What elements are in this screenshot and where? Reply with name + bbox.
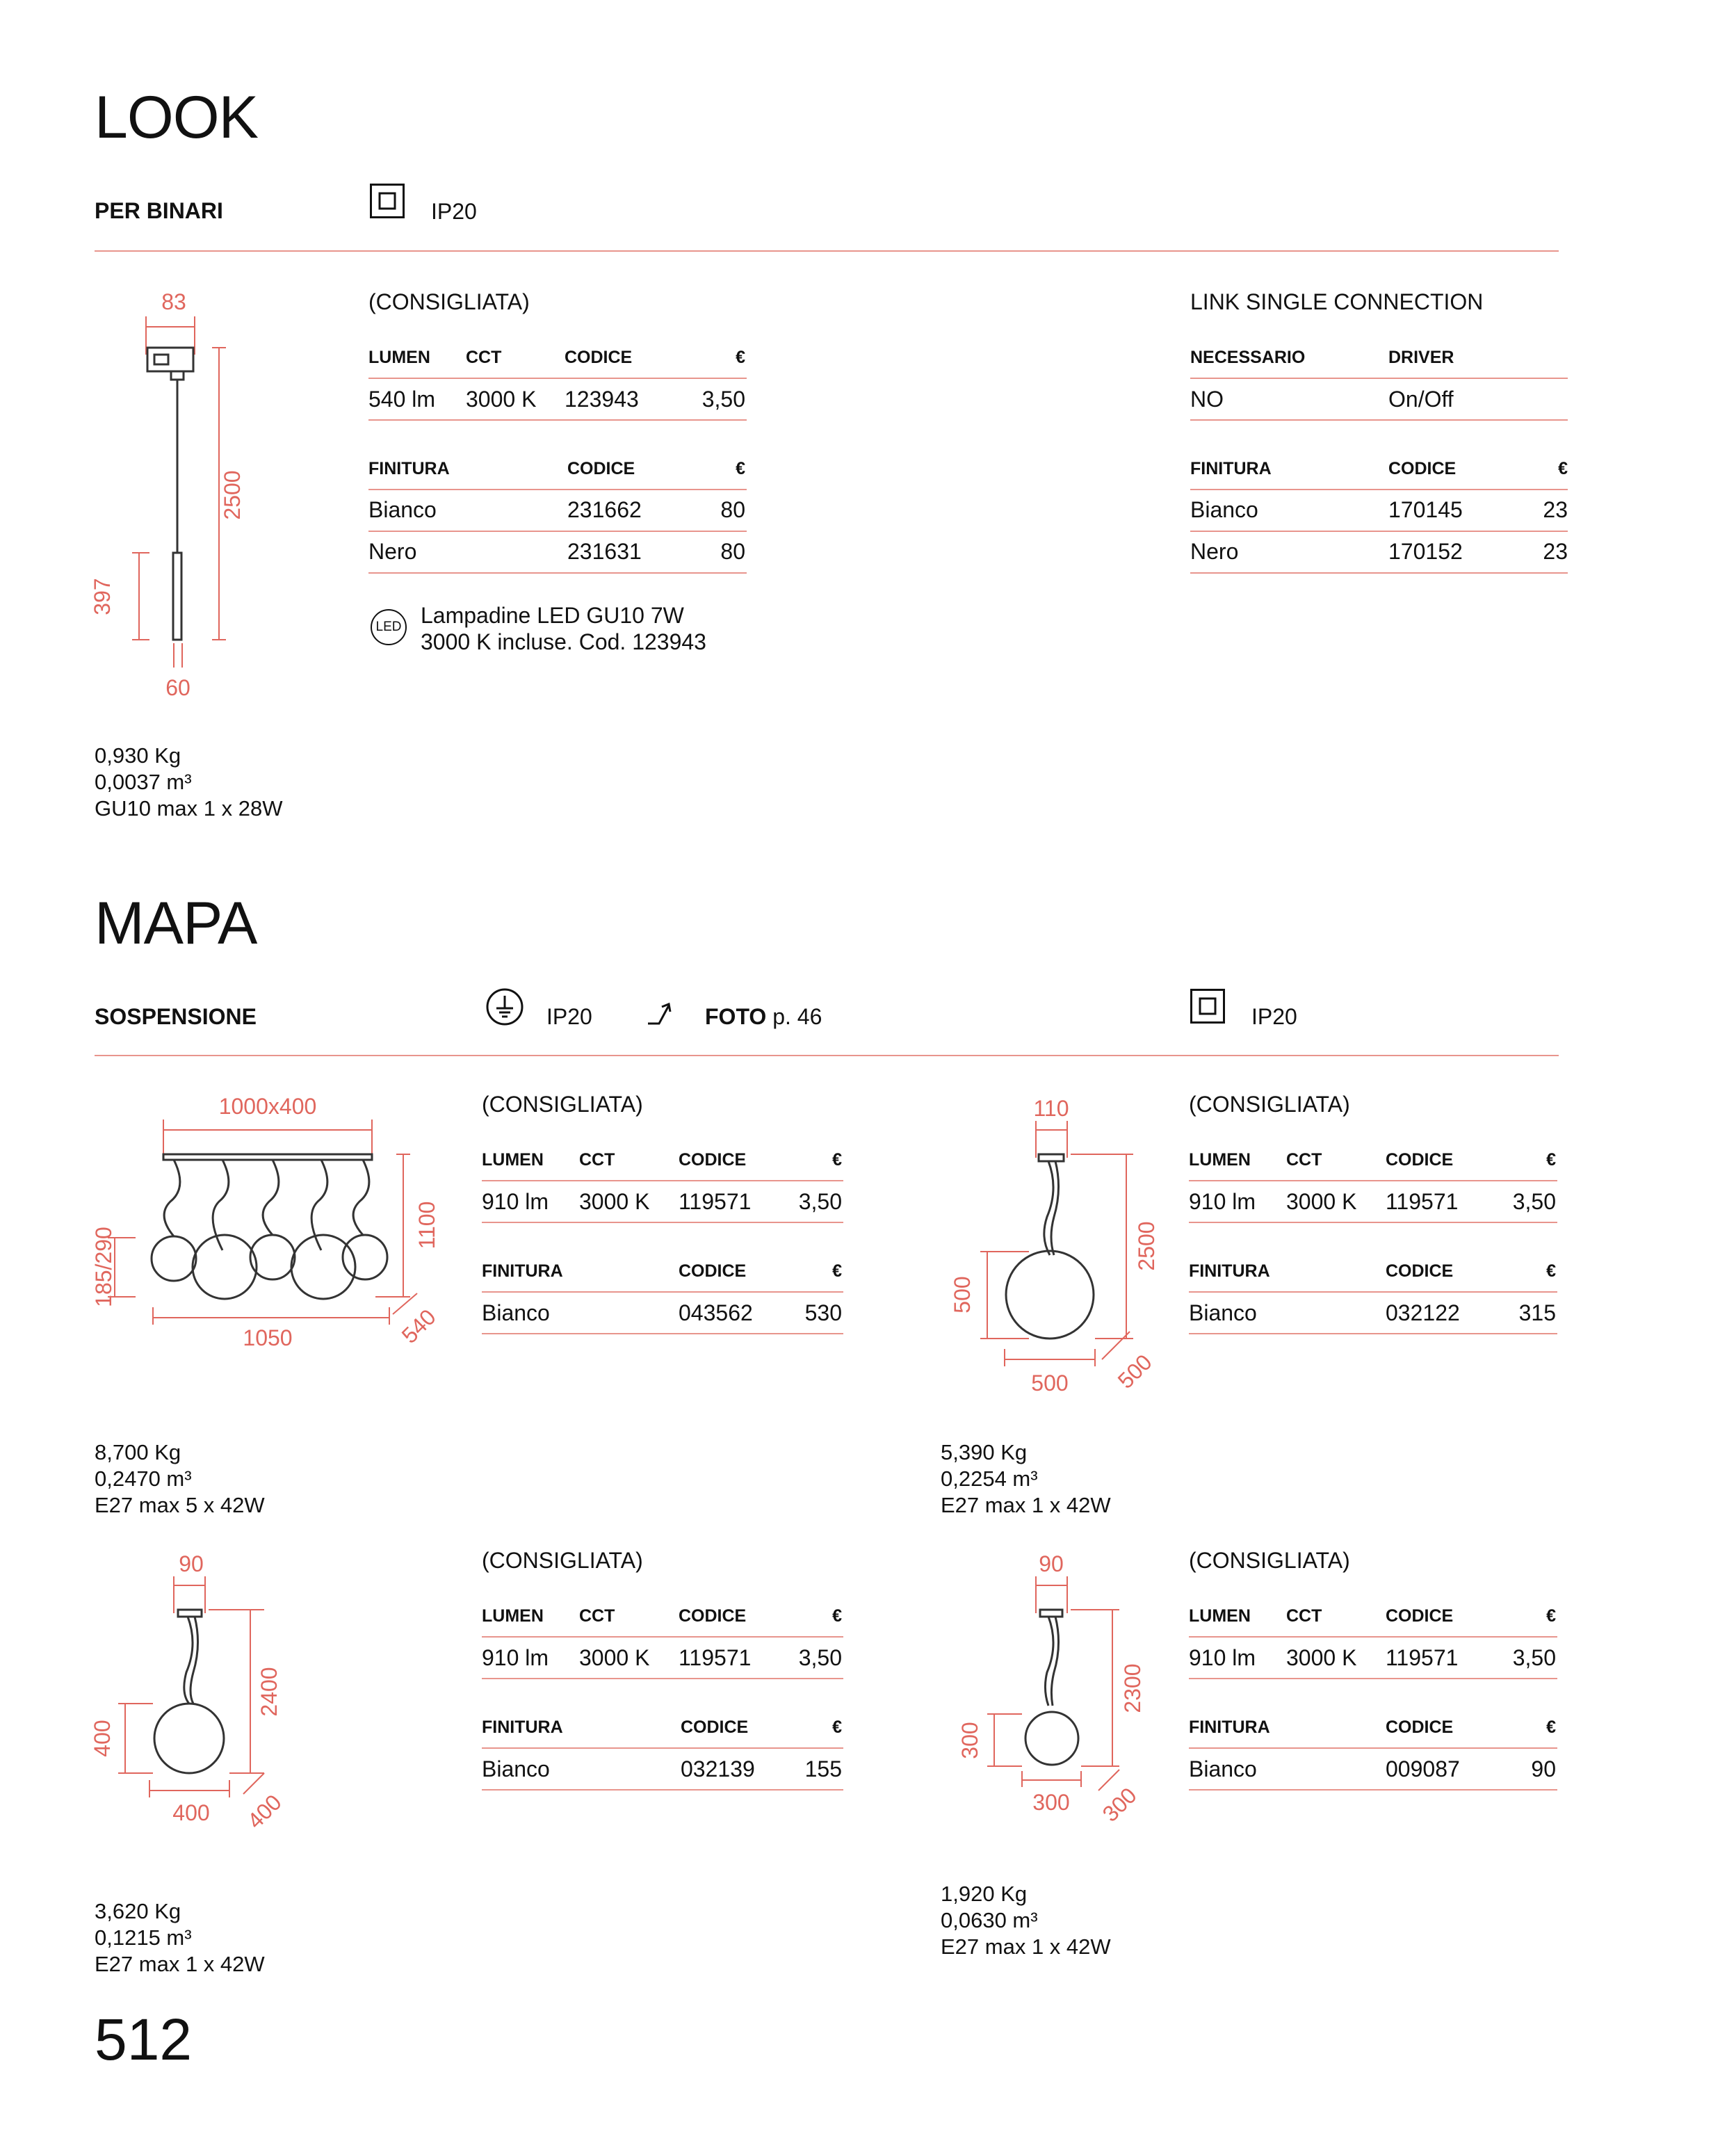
col-header: € — [1546, 1261, 1556, 1281]
spec-weight: 5,390 Kg — [941, 1440, 1028, 1464]
table-cell: 3,50 — [798, 1645, 842, 1670]
dim-label: 185/290 — [91, 1227, 116, 1307]
table-rule — [1189, 1180, 1557, 1181]
table-cell: 123943 — [565, 387, 639, 412]
dim-label: 300 — [957, 1722, 982, 1759]
col-header: CODICE — [565, 348, 633, 367]
table-cell: 3,50 — [798, 1189, 842, 1214]
col-header: FINITURA — [1189, 1261, 1270, 1281]
earth-ground-icon — [485, 987, 524, 1030]
col-header: CODICE — [681, 1717, 749, 1737]
table-rule — [482, 1222, 843, 1223]
mapa-sphere-300-drawing — [939, 1540, 1175, 1839]
table-cell: 3000 K — [579, 1189, 650, 1214]
table-rule — [1189, 1678, 1557, 1679]
table-rule — [1190, 378, 1568, 379]
table-rule — [482, 1747, 843, 1749]
table-cell: 231631 — [567, 539, 642, 564]
table-cell: 530 — [804, 1300, 842, 1325]
dim-label: 500 — [1112, 1349, 1157, 1393]
product-table-1 — [482, 1092, 843, 1363]
spec-socket: E27 max 1 x 42W — [941, 1934, 1111, 1959]
col-header: FINITURA — [368, 459, 450, 478]
mapa-multi-drawing — [83, 1085, 459, 1377]
table-rule — [482, 1291, 843, 1293]
table-cell: 3000 K — [1286, 1645, 1357, 1670]
col-header: LUMEN — [368, 348, 430, 367]
table-cell: Bianco — [1190, 497, 1258, 522]
dim-base-label: 60 — [165, 675, 190, 700]
product-spec — [941, 1881, 1111, 1960]
table-rule — [1189, 1222, 1557, 1223]
table-cell: Bianco — [482, 1756, 550, 1781]
col-header: CODICE — [1386, 1717, 1454, 1737]
mapa-sphere-500-drawing — [939, 1085, 1189, 1418]
col-header: CCT — [579, 1606, 615, 1626]
col-header: CODICE — [679, 1261, 747, 1281]
table-cell: 119571 — [679, 1645, 752, 1670]
col-header: € — [832, 1150, 842, 1170]
col-header: LUMEN — [482, 1606, 544, 1626]
table-cell: 3000 K — [466, 387, 537, 412]
product-spec — [95, 1898, 265, 1978]
col-header: € — [1546, 1606, 1556, 1626]
spec-socket: E27 max 1 x 42W — [95, 1952, 265, 1976]
lamp-table-heading: (CONSIGLIATA) — [368, 289, 530, 314]
table-rule — [368, 531, 747, 532]
col-header: CCT — [579, 1150, 615, 1170]
photo-reference-arrow-icon — [647, 1001, 674, 1030]
section-title-look: LOOK — [95, 84, 258, 151]
dim-height-label: 2500 — [220, 470, 245, 520]
col-header: € — [832, 1261, 842, 1281]
section-divider — [95, 1055, 1559, 1056]
col-header: € — [832, 1717, 842, 1737]
table-cell: Bianco — [482, 1300, 550, 1325]
table-rule — [482, 1678, 843, 1679]
col-header: € — [832, 1606, 842, 1626]
dim-label: 2300 — [1120, 1663, 1145, 1713]
table-cell: NO — [1190, 387, 1224, 412]
spec-socket: GU10 max 1 x 28W — [95, 796, 283, 821]
table-cell: 80 — [720, 497, 745, 522]
look-subtitle: PER BINARI — [95, 198, 223, 223]
col-header: € — [736, 348, 745, 367]
table-cell: 170145 — [1388, 497, 1463, 522]
spec-weight: 0,930 Kg — [95, 743, 181, 768]
spec-weight: 3,620 Kg — [95, 1899, 181, 1923]
table-cell: 043562 — [679, 1300, 753, 1325]
col-header: FINITURA — [482, 1261, 563, 1281]
spec-weight: 1,920 Kg — [941, 1882, 1028, 1906]
table-cell: 3,50 — [1512, 1189, 1556, 1214]
dim-label: 400 — [172, 1800, 210, 1825]
product-spec — [941, 1439, 1111, 1519]
lamp-table-heading: (CONSIGLIATA) — [1189, 1092, 1350, 1117]
col-header: € — [1546, 1717, 1556, 1737]
note-line: Lampadine LED GU10 7W — [421, 603, 684, 628]
col-header: CCT — [1286, 1150, 1322, 1170]
table-cell: 315 — [1518, 1300, 1556, 1325]
table-rule — [368, 419, 747, 421]
table-cell: 23 — [1543, 497, 1568, 522]
col-header: € — [1546, 1150, 1556, 1170]
col-header: CCT — [466, 348, 502, 367]
col-header: € — [1558, 459, 1568, 478]
dim-label: 500 — [950, 1276, 975, 1314]
col-header: € — [736, 459, 745, 478]
col-header: CODICE — [1388, 459, 1457, 478]
mapa-sphere-400-drawing — [83, 1540, 320, 1846]
dim-label: 90 — [179, 1551, 204, 1576]
class-2-insulation-icon — [370, 184, 405, 222]
photo-page: p. 46 — [772, 1004, 822, 1029]
spec-volume: 0,0630 m³ — [941, 1908, 1038, 1932]
table-cell: 119571 — [1386, 1189, 1459, 1214]
dim-label: 300 — [1097, 1782, 1142, 1827]
mapa-ip-rating: IP20 — [546, 1004, 592, 1029]
dim-label: 300 — [1032, 1790, 1070, 1815]
table-cell: 910 lm — [482, 1189, 549, 1214]
spec-weight: 8,700 Kg — [95, 1440, 181, 1464]
dim-label: 2500 — [1134, 1221, 1159, 1271]
table-rule — [482, 1180, 843, 1181]
table-cell: 540 lm — [368, 387, 436, 412]
mapa-ip-rating-2: IP20 — [1251, 1004, 1297, 1029]
lamp-table-heading: (CONSIGLIATA) — [1189, 1548, 1350, 1573]
table-rule — [1189, 1636, 1557, 1638]
dim-label: 500 — [1031, 1371, 1069, 1396]
table-rule — [482, 1636, 843, 1638]
dim-body-label: 397 — [90, 578, 115, 615]
spec-socket: E27 max 5 x 42W — [95, 1493, 265, 1517]
col-header: CODICE — [1386, 1150, 1454, 1170]
table-cell: 009087 — [1386, 1756, 1460, 1781]
dim-label: 1050 — [243, 1325, 293, 1350]
spec-volume: 0,2470 m³ — [95, 1466, 192, 1491]
photo-label: FOTO — [705, 1004, 767, 1029]
col-header: FINITURA — [1189, 1717, 1270, 1737]
look-spec — [95, 743, 282, 822]
table-cell: Bianco — [1189, 1300, 1257, 1325]
table-rule — [1190, 572, 1568, 574]
table-rule — [1189, 1291, 1557, 1293]
table-cell: 90 — [1531, 1756, 1556, 1781]
product-table-4 — [1189, 1548, 1557, 1819]
table-rule — [368, 489, 747, 490]
col-header: LUMEN — [1189, 1150, 1251, 1170]
table-cell: Nero — [1190, 539, 1239, 564]
look-ip-rating: IP20 — [431, 199, 477, 224]
table-cell: On/Off — [1388, 387, 1454, 412]
col-header: DRIVER — [1388, 348, 1454, 367]
table-cell: 3,50 — [1512, 1645, 1556, 1670]
table-cell: 231662 — [567, 497, 642, 522]
look-dimension-drawing — [70, 278, 264, 709]
page-number: 512 — [95, 2007, 193, 2072]
dim-label: 540 — [396, 1304, 441, 1348]
col-header: LUMEN — [482, 1150, 544, 1170]
col-header: CODICE — [679, 1606, 747, 1626]
table-cell: 910 lm — [482, 1645, 549, 1670]
lamp-table-heading: (CONSIGLIATA) — [482, 1092, 643, 1117]
product-spec — [95, 1439, 265, 1519]
table-cell: 3,50 — [701, 387, 745, 412]
led-bulb-icon: LED — [371, 609, 407, 645]
lamp-body — [173, 553, 181, 640]
table-cell: 032122 — [1386, 1300, 1460, 1325]
table-cell: 155 — [804, 1756, 842, 1781]
photo-reference[interactable] — [705, 1004, 822, 1030]
section-divider — [95, 250, 1559, 252]
table-cell: Nero — [368, 539, 417, 564]
spec-volume: 0,1215 m³ — [95, 1925, 192, 1950]
table-rule — [1190, 489, 1568, 490]
col-header: FINITURA — [1190, 459, 1272, 478]
col-header: CODICE — [1386, 1606, 1454, 1626]
table-rule — [1189, 1789, 1557, 1791]
link-heading: LINK SINGLE CONNECTION — [1190, 289, 1484, 314]
table-cell: 23 — [1543, 539, 1568, 564]
table-rule — [368, 572, 747, 574]
col-header: LUMEN — [1189, 1606, 1251, 1626]
table-rule — [1190, 531, 1568, 532]
spec-volume: 0,2254 m³ — [941, 1466, 1038, 1491]
table-rule — [1189, 1747, 1557, 1749]
dim-label: 400 — [90, 1720, 115, 1757]
dim-label: 90 — [1039, 1551, 1064, 1576]
dim-label: 400 — [242, 1789, 286, 1834]
col-header: FINITURA — [482, 1717, 563, 1737]
table-cell: 170152 — [1388, 539, 1463, 564]
dim-top-label: 83 — [161, 289, 186, 314]
table-cell: Bianco — [1189, 1756, 1257, 1781]
led-note — [421, 602, 706, 655]
dim-label: 1000x400 — [218, 1094, 317, 1119]
product-table-3 — [482, 1548, 843, 1819]
spec-socket: E27 max 1 x 42W — [941, 1493, 1111, 1517]
lamp-table-heading: (CONSIGLIATA) — [482, 1548, 643, 1573]
dim-label: 110 — [1033, 1096, 1069, 1121]
table-cell: 910 lm — [1189, 1645, 1256, 1670]
product-table-2 — [1189, 1092, 1557, 1363]
section-title-mapa: MAPA — [95, 890, 257, 957]
table-cell: 032139 — [681, 1756, 755, 1781]
col-header: CODICE — [1386, 1261, 1454, 1281]
table-cell: 3000 K — [1286, 1189, 1357, 1214]
class-2-insulation-icon — [1190, 989, 1225, 1027]
dim-label: 2400 — [257, 1667, 282, 1717]
table-cell: Bianco — [368, 497, 437, 522]
mapa-subtitle: SOSPENSIONE — [95, 1004, 257, 1029]
col-header: NECESSARIO — [1190, 348, 1306, 367]
col-header: CODICE — [679, 1150, 747, 1170]
spec-volume: 0,0037 m³ — [95, 770, 192, 794]
table-cell: 910 lm — [1189, 1189, 1256, 1214]
table-cell: 119571 — [679, 1189, 752, 1214]
table-rule — [368, 378, 747, 379]
note-line: 3000 K incluse. Cod. 123943 — [421, 629, 706, 654]
table-rule — [482, 1789, 843, 1791]
table-rule — [482, 1333, 843, 1334]
table-rule — [1190, 419, 1568, 421]
table-cell: 80 — [720, 539, 745, 564]
table-cell: 119571 — [1386, 1645, 1459, 1670]
col-header: CCT — [1286, 1606, 1322, 1626]
table-rule — [1189, 1333, 1557, 1334]
col-header: CODICE — [567, 459, 635, 478]
table-cell: 3000 K — [579, 1645, 650, 1670]
dim-label: 1100 — [414, 1201, 439, 1250]
